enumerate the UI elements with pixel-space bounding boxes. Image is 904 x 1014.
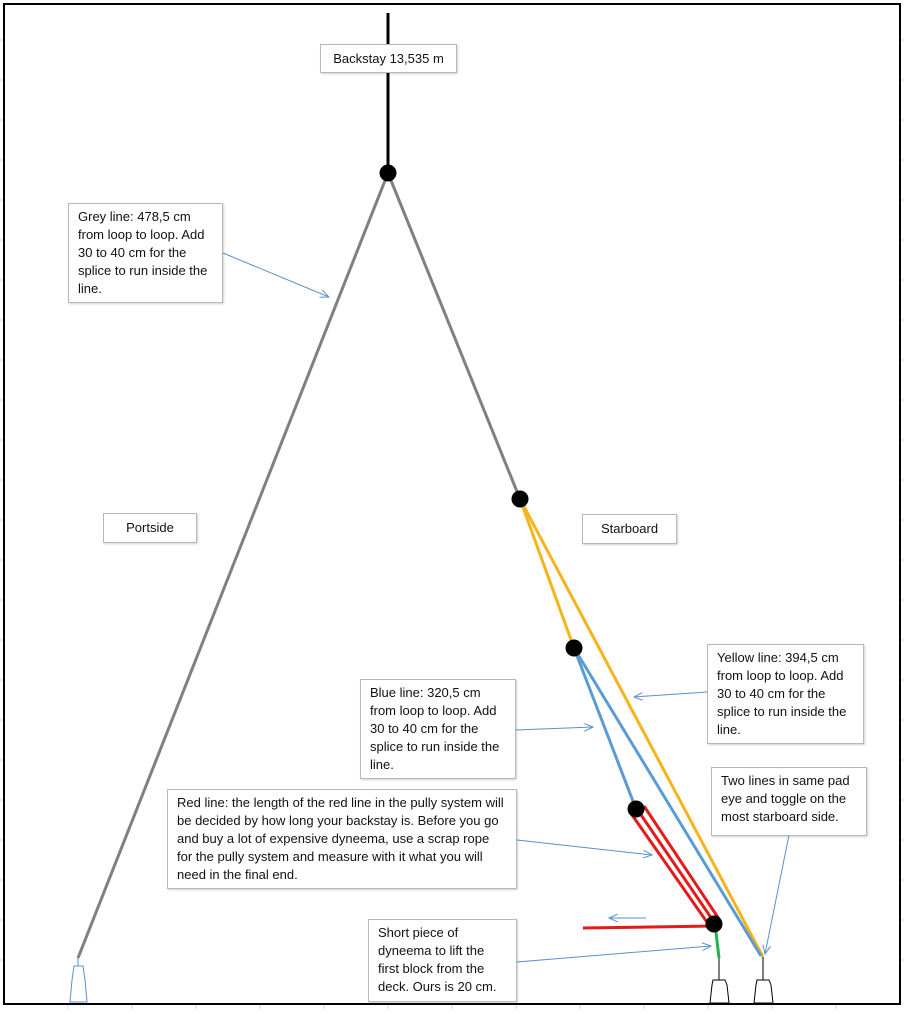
- starboard-toggle-fitting-right: [754, 957, 773, 1003]
- port-toggle-fitting: [70, 958, 87, 1002]
- short-piece-arrow: [517, 946, 711, 962]
- grey-line-arrow: [223, 253, 329, 297]
- yellow-line-note: Yellow line: 394,5 cm from loop to loop. Add 30 to 40 cm for the splice to run inside the line.: [707, 644, 864, 744]
- two-lines-arrow: [765, 835, 789, 954]
- grey-line-starboard: [388, 173, 520, 499]
- starboard-label: Starboard: [582, 514, 677, 544]
- red-pulley-system: [583, 806, 719, 928]
- grey-yellow-junction-dot: [512, 491, 529, 508]
- short-piece-note: Short piece of dyneema to lift the first block from the deck. Ours is 20 cm.: [368, 919, 517, 1002]
- yellow-line-inner: [520, 499, 574, 648]
- two-lines-note: Two lines in same pad eye and toggle on the most starboard side.: [711, 767, 867, 836]
- starboard-toggle-fitting-left: [710, 958, 729, 1003]
- mast-junction-dot: [380, 165, 397, 182]
- blue-line-inner: [574, 648, 636, 809]
- first-block-dot: [706, 916, 723, 933]
- blue-line-note: Blue line: 320,5 cm from loop to loop. Add 30 to 40 cm for the splice to run inside the line.: [360, 679, 516, 779]
- yellow-line-arrow: [634, 692, 707, 697]
- yellow-blue-junction-dot: [566, 640, 583, 657]
- red-line-arrow: [517, 840, 652, 855]
- blue-line-arrow: [516, 727, 593, 730]
- grey-line-note: Grey line: 478,5 cm from loop to loop. Add 30 to 40 cm for the splice to run inside the line.: [68, 203, 223, 303]
- portside-label: Portside: [103, 513, 197, 543]
- blue-red-block-dot: [628, 801, 645, 818]
- red-line-note: Red line: the length of the red line in the pully system will be decided by how long your backstay is. Before you go and buy a lot of expensive dyneema, use a scrap rope for the pully system and measure with it what you will need in the final end.: [167, 789, 517, 889]
- backstay-label: Backstay 13,535 m: [320, 44, 457, 73]
